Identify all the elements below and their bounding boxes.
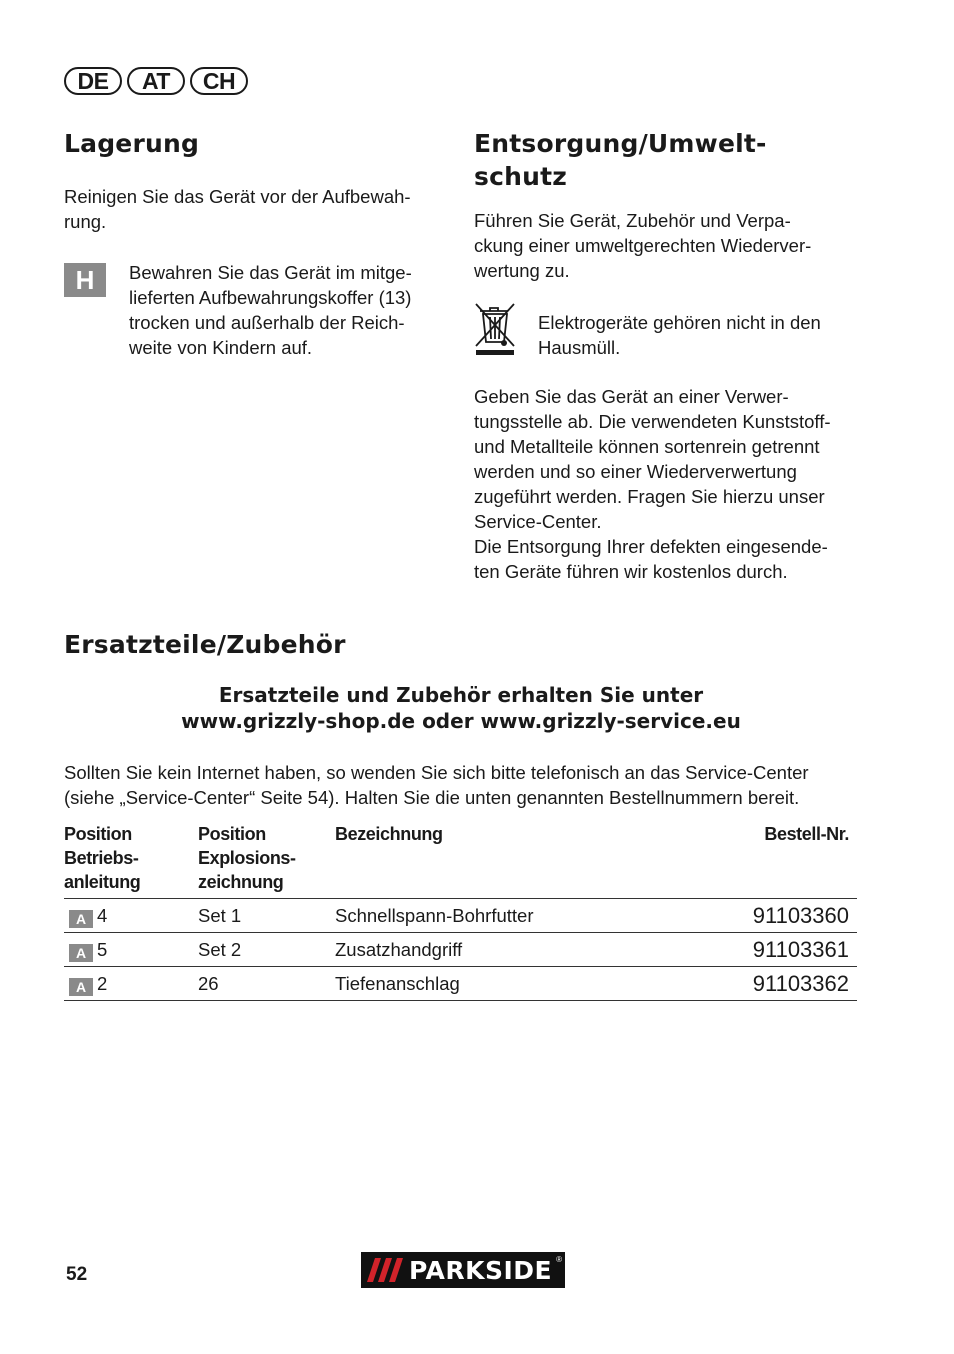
heading-line: schutz — [474, 162, 567, 191]
cell-description: Tiefenanschlag — [335, 973, 460, 994]
text-line: und Metallteile können sortenrein getrennt — [474, 436, 820, 457]
figure-a-tag: A — [69, 944, 93, 962]
text-line: wertung zu. — [474, 260, 570, 281]
weee-bin-icon — [474, 302, 516, 356]
cell-order-number: 91103361 — [752, 937, 849, 962]
header-description: Bezeichnung — [335, 824, 443, 844]
service-text — [64, 760, 864, 810]
note-h-label: H — [64, 263, 106, 297]
table-header-row — [64, 820, 857, 899]
text-line: Die Entsorgung Ihrer defekten eingesende- — [474, 536, 828, 557]
cell-description: Schnellspann-Bohrfutter — [335, 905, 534, 926]
text-line: tungsstelle ab. Die verwendeten Kunststoff- — [474, 411, 831, 432]
country-badges — [64, 67, 248, 95]
text-line: werden und so einer Wiederverwertung — [474, 461, 797, 482]
text-line: ten Geräte führen wir kostenlos durch. — [474, 561, 788, 582]
text-line: ckung einer umweltgerechten Wiederver- — [474, 235, 812, 256]
cell-exploded: Set 1 — [198, 905, 242, 926]
weee-note — [538, 310, 868, 360]
figure-a-tag: A — [69, 978, 93, 996]
text-line: Geben Sie das Gerät an einer Verwer- — [474, 386, 789, 407]
shop-links-line: www.grizzly-shop.de oder www.grizzly-service.eu — [181, 709, 741, 733]
cell-description: Zusatzhandgriff — [335, 939, 463, 960]
text-line: lieferten Aufbewahrungskoffer (13) — [129, 287, 412, 308]
logo-text: PARKSIDE — [409, 1255, 553, 1285]
cell-position: A 2 — [64, 967, 198, 1001]
table-row — [64, 933, 857, 967]
parkside-logo — [361, 1252, 565, 1288]
entsorgung-heading — [474, 127, 767, 193]
header-order-number: Bestell-Nr. — [764, 824, 849, 844]
text-line: rung. — [64, 211, 107, 232]
text-line: Bewahren Sie das Gerät im mitge- — [129, 262, 412, 283]
text-line: Sollten Sie kein Internet haben, so wenden Sie sich bitte telefonisch an das Service-Center — [64, 762, 809, 783]
text-line: Elektrogeräte gehören nicht in den — [538, 312, 821, 333]
parts-table — [64, 820, 857, 1001]
lagerung-note — [129, 260, 449, 360]
text-line: Führen Sie Gerät, Zubehör und Verpa- — [474, 210, 791, 231]
figure-a-tag: A — [69, 910, 93, 928]
text-line: trocken und außerhalb der Reich- — [129, 312, 405, 333]
badge-at: AT — [127, 67, 185, 95]
logo-registered-mark: ® — [556, 1255, 562, 1264]
entsorgung-intro — [474, 208, 864, 283]
cell-position: A 5 — [64, 933, 198, 967]
badge-ch: CH — [190, 67, 248, 95]
text-line: Hausmüll. — [538, 337, 621, 358]
cell-order-number: 91103362 — [752, 971, 849, 996]
text-line: Reinigen Sie das Gerät vor der Aufbewah- — [64, 186, 411, 207]
text-line: (siehe „Service-Center“ Seite 54). Halten Sie die unten genannten Bestellnummern bereit. — [64, 787, 800, 808]
cell-exploded: Set 2 — [198, 939, 242, 960]
header-position-manual: Position Betriebs- anleitung — [64, 824, 141, 892]
header-position-exploded: Position Explosions- zeichnung — [198, 824, 296, 892]
lagerung-text — [64, 184, 454, 234]
table-row — [64, 967, 857, 1001]
ersatzteile-heading: Ersatzteile/Zubehör — [64, 630, 346, 659]
text-line: Service-Center. — [474, 511, 602, 532]
text-line: zugeführt werden. Fragen Sie hierzu unser — [474, 486, 825, 507]
badge-de: DE — [64, 67, 122, 95]
text-line: weite von Kindern auf. — [129, 337, 313, 358]
shop-info — [64, 682, 858, 734]
heading-line: Entsorgung/Umwelt- — [474, 129, 767, 158]
logo-stripes-icon — [361, 1252, 409, 1288]
page-number: 52 — [66, 1264, 88, 1285]
cell-order-number: 91103360 — [752, 903, 849, 928]
lagerung-heading: Lagerung — [64, 129, 200, 158]
cell-position: A 4 — [64, 899, 198, 933]
shop-info-line: Ersatzteile und Zubehör erhalten Sie unter — [218, 683, 704, 707]
entsorgung-body — [474, 384, 874, 584]
table-row — [64, 899, 857, 933]
cell-exploded: 26 — [198, 973, 219, 994]
